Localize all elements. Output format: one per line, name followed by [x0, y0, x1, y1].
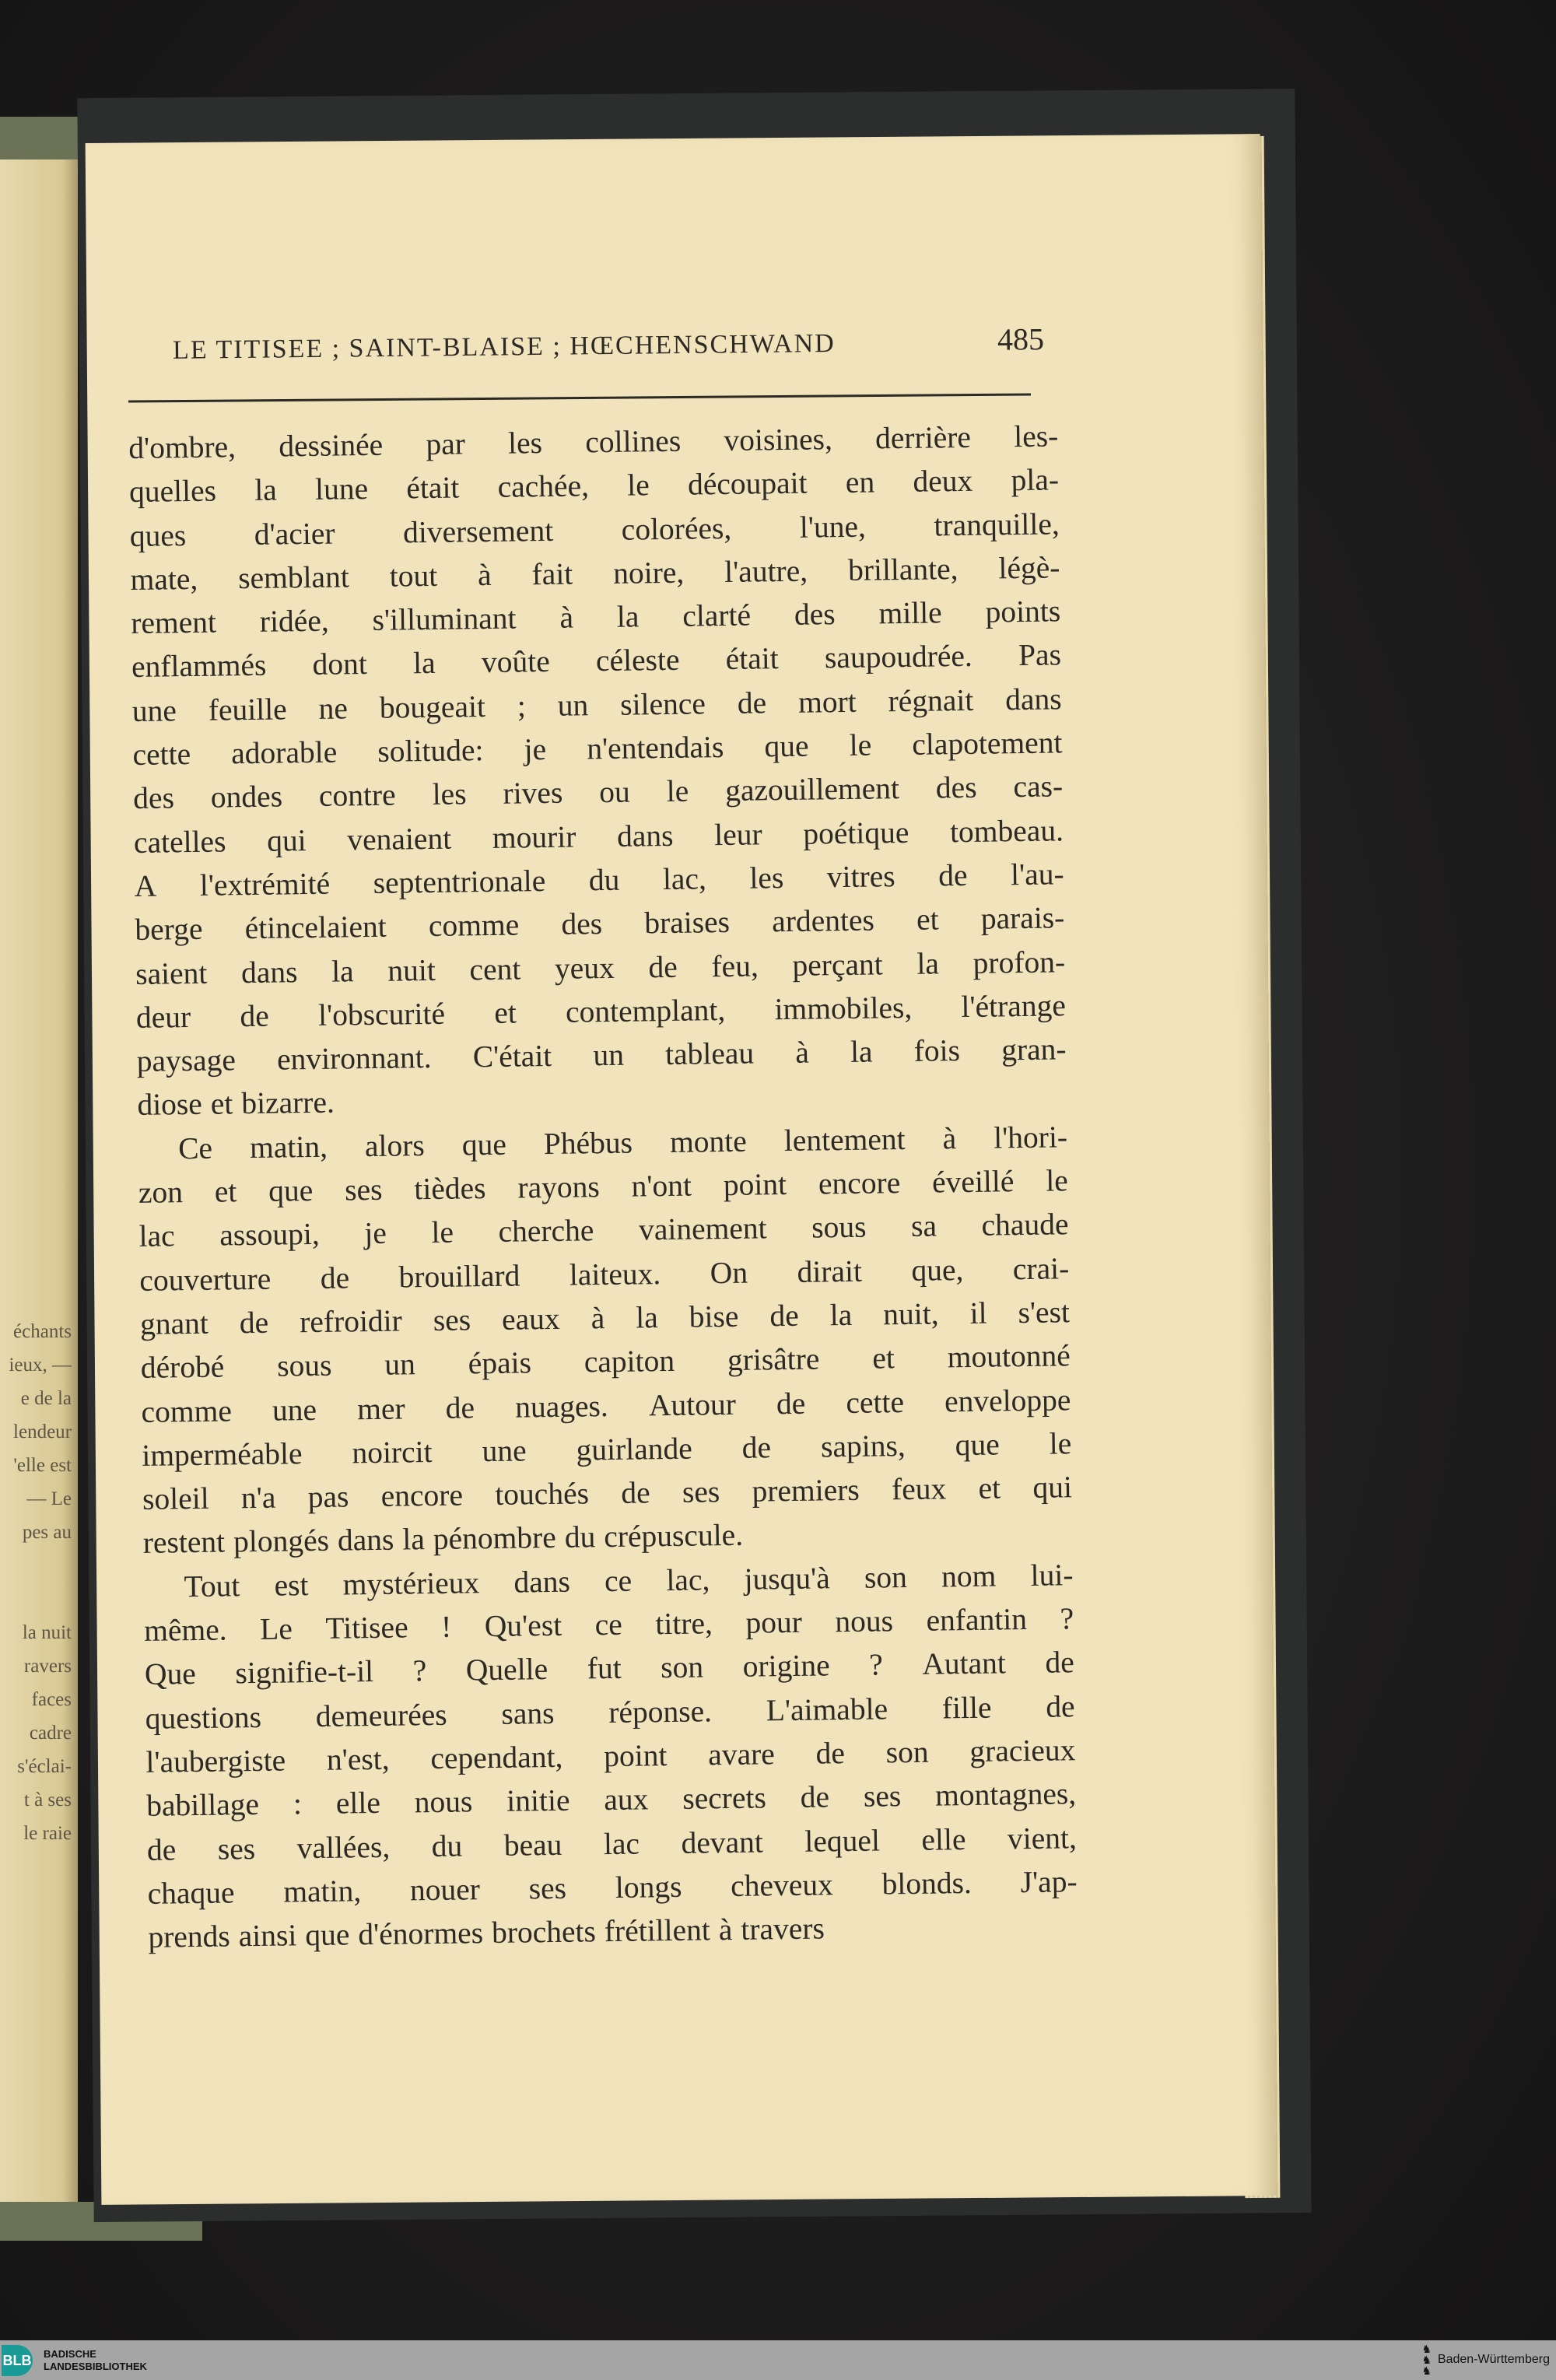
left-page-fragment: pes au [22, 1522, 72, 1543]
text-line: Ce matin, alors que Phébus monte lentement à l'hori- [177, 1120, 1068, 1165]
text-line: prends ainsi que d'énormes brochets frétillent à travers [148, 1911, 825, 1954]
text-line: berge étincelaient comme des braises ardentes et parais- [135, 900, 1065, 948]
left-page-fragment: faces [31, 1689, 72, 1710]
text-line: enflammés dont la voûte céleste était saupoudrée. Pas [131, 637, 1062, 685]
body-text [128, 414, 1078, 1959]
library-name[interactable] [44, 2348, 147, 2373]
text-line: chaque matin, nouer ses longs cheveux blonds. J'ap- [147, 1863, 1078, 1911]
footer-bar [0, 2340, 1556, 2380]
text-line: zon et que ses tièdes rayons n'ont point encore éveillé le [138, 1163, 1069, 1210]
text-line: soleil n'a pas encore touchés de ses premiers feux et qui [142, 1470, 1073, 1517]
baden-wuerttemberg-lions-icon: ♞ ♞ ♞ [1421, 2343, 1432, 2377]
text-line: une feuille ne bougeait ; un silence de mort régnait dans [131, 682, 1062, 728]
library-name-line1: BADISCHE [44, 2348, 96, 2360]
text-line: rement ridée, s'illuminant à la clarté des mille points [131, 594, 1061, 641]
text-line: comme une mer de nuages. Autour de cette enveloppe [141, 1382, 1071, 1429]
state-label[interactable]: Baden-Württemberg [1437, 2353, 1550, 2366]
left-page-fragment: le raie [23, 1823, 72, 1844]
left-page-fragment: — Le [26, 1488, 72, 1509]
text-line: Que signifie-t-il ? Quelle fut son origine ? Autant de [144, 1645, 1075, 1692]
left-page-fragment: t à ses [23, 1789, 72, 1810]
left-page-edge [0, 140, 78, 2210]
text-line: restent plongés dans la pénombre du crépuscule. [142, 1518, 744, 1561]
text-line: d'ombre, dessinée par les collines voisines, derrière les- [128, 419, 1059, 465]
text-line: lac assoupi, je le cherche vainement sous sa chaude [138, 1207, 1069, 1254]
text-line: dérobé sous un épais capiton grisâtre et moutonné [140, 1338, 1071, 1386]
left-page-fragment: ieux, — [9, 1355, 72, 1376]
page-number: 485 [997, 321, 1045, 357]
left-page-fragment [0, 1583, 72, 1616]
text-line: paysage environnant. C'était un tableau à la fois gran- [136, 1032, 1067, 1079]
left-page-fragment: lendeur [13, 1421, 72, 1442]
text-line: diose et bizarre. [137, 1085, 335, 1123]
text-line: questions demeurées sans réponse. L'aimable fille de [145, 1688, 1075, 1736]
text-line: A l'extrémité septentrionale du lac, les vitres de l'au- [134, 857, 1064, 903]
text-line: ques d'acier diversement colorées, l'une, tranquille, [129, 506, 1060, 553]
text-line: de ses vallées, du beau lac devant lequel elle vient, [146, 1820, 1078, 1867]
left-page-fragment: s'éclai- [17, 1756, 72, 1777]
left-page-fragment [0, 1549, 72, 1583]
left-page-fragment: e de la [20, 1388, 72, 1409]
text-line: deur de l'obscurité et contemplant, immobiles, l'étrange [135, 988, 1067, 1035]
text-line: couverture de brouillard laiteux. On dirait que, crai- [139, 1250, 1070, 1298]
text-line: même. Le Titisee ! Qu'est ce titre, pour nous enfantin ? [143, 1601, 1074, 1648]
running-title: LE TITISEE ; SAINT-BLAISE ; HŒCHENSCHWAND [172, 328, 836, 365]
left-page-fragment: échants [13, 1321, 72, 1342]
text-line: Tout est mystérieux dans ce lac, jusqu'à son nom lui- [184, 1557, 1074, 1604]
left-page-fragment: ravers [23, 1656, 72, 1677]
left-page-fragment: 'elle est [13, 1455, 72, 1476]
library-name-line2: LANDESBIBLIOTHEK [44, 2361, 147, 2372]
text-line: l'aubergiste n'est, cependant, point avare de son gracieux [145, 1733, 1076, 1779]
text-line: catelles qui venaient mourir dans leur poétique tombeau. [133, 812, 1064, 860]
left-page-fragment: cadre [29, 1723, 72, 1744]
blb-logo[interactable]: BLB [2, 2345, 33, 2376]
left-page-fragment: la nuit [22, 1622, 72, 1643]
text-line: mate, semblant tout à fait noire, l'autre, brillante, légè- [130, 550, 1060, 597]
text-line: babillage : elle nous initie aux secrets de ses montagnes, [145, 1776, 1077, 1824]
text-line: quelles la lune était cachée, le découpait en deux pla- [128, 462, 1060, 510]
text-line: saient dans la nuit cent yeux de feu, perçant la profon- [135, 944, 1066, 991]
left-page-text-fragments [0, 1315, 72, 1850]
text-line: gnant de refroidir ses eaux à la bise de la nuit, il s'est [139, 1295, 1071, 1341]
text-line: imperméable noircit une guirlande de sapins, que le [142, 1426, 1072, 1473]
text-line: des ondes contre les rives ou le gazouillement des cas- [132, 769, 1064, 816]
text-line: cette adorable solitude: je n'entendais que le clapotement [132, 725, 1063, 773]
